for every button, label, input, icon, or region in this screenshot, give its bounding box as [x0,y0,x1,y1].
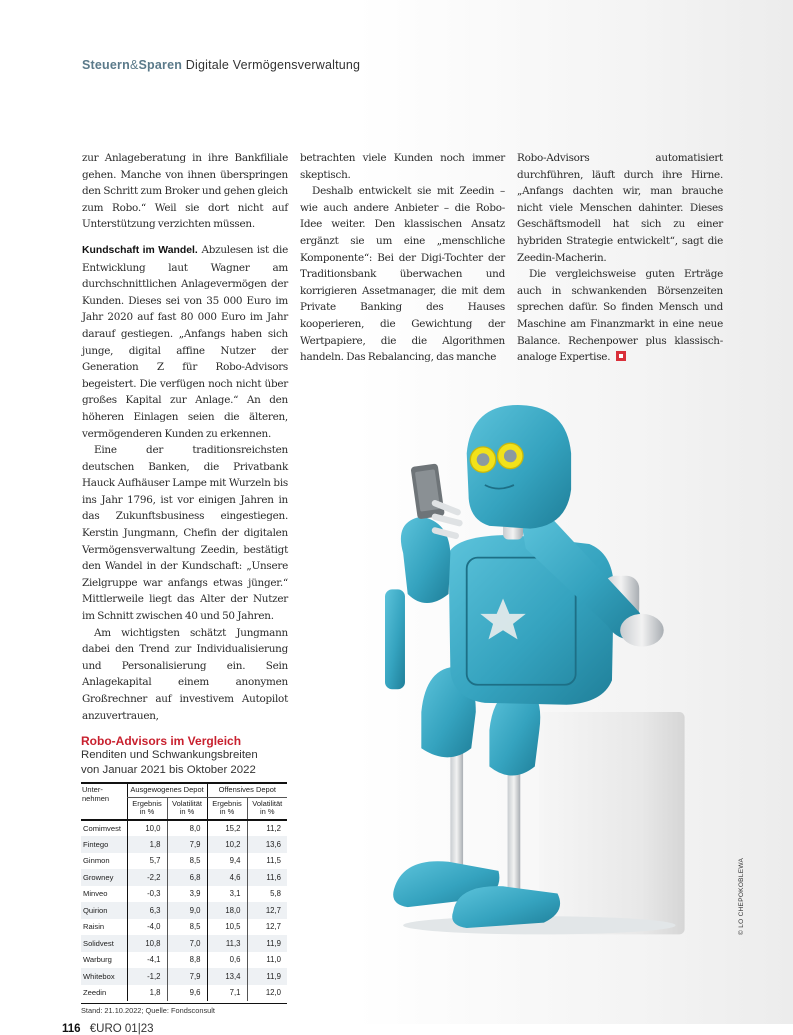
table-subtitle-line2: von Januar 2021 bis Oktober 2022 [81,763,256,776]
table-row [81,952,287,969]
offensive-result: 11,3 [207,935,247,952]
offensive-volatility: 11,0 [247,952,287,969]
running-header [82,58,360,72]
balanced-result: 10,8 [127,935,167,952]
article-end-icon [616,351,626,361]
offensive-volatility: 11,6 [247,869,287,886]
balanced-volatility: 9,0 [167,902,207,919]
offensive-result: 18,0 [207,902,247,919]
section-name-part2: Sparen [138,58,183,72]
paragraph [517,266,723,366]
company-name: Fintego [81,836,127,853]
comparison-table-box [81,734,287,1015]
header-result: Ergebnis in % [127,797,167,820]
header-offensive-depot: Offensives Depot [207,783,287,797]
balanced-result: -0,3 [127,886,167,903]
paragraph-text: Die vergleichsweise guten Erträge auch in schwankenden Börsenzeiten sprechen dafür. So finden Mensch und Maschine am Finanzmarkt in eine neue Balance. Rechenpower plus klassisch-analoge Expertise. [517,268,723,364]
article-column-3 [517,150,723,366]
balanced-result: 10,0 [127,820,167,837]
article-column-1 [82,150,288,724]
header-result: Ergebnis in % [207,797,247,820]
paragraph: Robo-Advisors automatisiert durchführen, läuft durch ihre Hirne. „Anfangs dachten wir, man brauche nicht viele Menschen dahinter. Dieses Geschäftsmodell hat sich zu einer hybriden Strategie entwickelt“, sagt die Zeedin-Macherin. [517,152,723,264]
offensive-result: 9,4 [207,853,247,870]
offensive-volatility: 11,2 [247,820,287,837]
company-name: Solidvest [81,935,127,952]
balanced-volatility: 7,9 [167,836,207,853]
table-row [81,968,287,985]
comparison-table [81,782,287,1001]
article-column-2 [300,150,505,366]
offensive-result: 13,4 [207,968,247,985]
balanced-volatility: 3,9 [167,886,207,903]
offensive-volatility: 11,9 [247,935,287,952]
balanced-result: -2,2 [127,869,167,886]
balanced-result: 1,8 [127,836,167,853]
company-name: Whitebox [81,968,127,985]
table-row [81,985,287,1002]
offensive-result: 10,2 [207,836,247,853]
balanced-volatility: 6,8 [167,869,207,886]
header-company: Unter-nehmen [82,785,110,803]
table-row [81,836,287,853]
page-footer [62,1023,153,1035]
section-ampersand: & [129,58,139,72]
offensive-volatility: 11,9 [247,968,287,985]
company-name: Zeedin [83,988,107,998]
paragraph-text: Abzulesen ist die Entwicklung laut Wagner am durchschnittlichen Anlagevermögen der Kunden. Dieses sei von 35 000 Euro im Jahr 2020 auf fast 80 000 Euro im Jahr darauf gestiegen. „Anfangs haben sich junge, digital affine Nutzer der Generation Z für Robo-Advisors begeistert. Die verfügen noch nicht über großes Kapital zur Anlage.“ An den höheren Einlagen seien die älteren, vermögenderen Kunden zu erkennen. [82,243,288,440]
paragraph: betrachten viele Kunden noch immer skeptisch. [300,152,505,181]
company-name: Comimvest [83,823,121,833]
balanced-volatility: 8,0 [167,820,207,837]
table-row [81,853,287,870]
offensive-volatility: 12,7 [247,902,287,919]
balanced-volatility: 7,9 [167,968,207,985]
photo-credit: © LO CHEPOKOBLEWA [738,857,745,935]
robot-photo [385,345,730,970]
paragraph: zur Anlageberatung in ihre Bankfiliale gehen. Manche von ihnen überspringen den Schritt zum Broker und gehen gleich zum Robo.“ Weil sie dort nicht auf Unterstützung verzichten müssen. [82,152,288,231]
paragraph-with-lead [82,242,288,442]
offensive-result: 15,2 [207,820,247,837]
subheading: Kundschaft im Wandel. [82,244,198,256]
offensive-result: 7,1 [207,985,247,1002]
balanced-volatility: 8,8 [167,952,207,969]
company-name: Quirion [81,902,127,919]
balanced-result: -1,2 [127,968,167,985]
offensive-volatility: 12,7 [247,919,287,936]
header-balanced-depot: Ausgewogenes Depot [127,783,207,797]
table-footnote: Stand: 21.10.2022; Quelle: Fondsconsult [81,1003,287,1015]
table-row [81,919,287,936]
offensive-result: 3,1 [207,886,247,903]
company-name: Warburg [83,955,112,965]
robot-elbow [620,614,664,647]
balanced-volatility: 7,0 [167,935,207,952]
offensive-result: 4,6 [207,869,247,886]
robot-foot-right [452,886,560,928]
balanced-result: -4,0 [127,919,167,936]
balanced-result: 6,3 [127,902,167,919]
section-name-part1: Steuern [82,58,130,72]
company-name: Growney [81,869,127,886]
offensive-volatility: 12,0 [247,985,287,1002]
balanced-result: -4,1 [127,952,167,969]
company-name: Ginmon [83,856,110,866]
paragraph: Deshalb entwickelt sie mit Zeedin – wie auch andere Anbieter – die Robo-Idee weiter. Den klassischen Ansatz ergänzt sie um eine „menschliche Komponente“: Bei der Digi-Tochter der Traditionsbank überwachen und korrigieren Assetmanager, die mit dem Private Banking des Hauses kooperieren, die Gewichtung der Wertpapiere, die die Algorithmen handeln. Das Rebalancing, das manche [300,185,505,364]
offensive-volatility: 13,6 [247,836,287,853]
table-subtitle-line1: Renditen und Schwankungsbreiten [81,749,258,761]
magazine-issue: €URO 01|23 [89,1023,154,1035]
table-row [81,935,287,952]
robot-forearm-left [385,589,405,689]
header-topic: Digitale Vermögensverwaltung [185,58,361,72]
balanced-result: 1,8 [127,985,167,1002]
table-row [81,902,287,919]
table-title: Robo-Advisors im Vergleich [81,734,242,748]
paragraph: Eine der traditionsreichsten deutschen Banken, die Privatbank Hauck Aufhäuser Lampe mit Wurzeln bis ins Jahr 1796, ist vor einigen Jahren in das Zukunftsbusiness eingestiegen. Kerstin Jungmann, Chefin der digitalen Vermögensverwaltung Zeedin, bestätigt den Wandel in der Kundschaft: „Unsere Zielgruppe war anfangs etwas jünger.“ Mittlerweile liegt das Alter der Nutzer im Schnitt zwischen 40 und 50 Jahren. [82,444,288,623]
header-volatility: Volatilität in % [167,797,207,820]
page-number: 116 [62,1023,81,1035]
offensive-result: 10,5 [207,919,247,936]
offensive-volatility: 11,5 [247,853,287,870]
offensive-result: 0,6 [207,952,247,969]
company-name: Minveo [83,889,108,899]
paragraph: Am wichtigsten schätzt Jungmann dabei den Trend zur Individualisierung und Personalisierung ein. Sein Anlagekapital einem anonymen Großrechner auf investivem Autopilot anzuvertrauen, [82,626,288,722]
table-row [81,886,287,903]
balanced-result: 5,7 [127,853,167,870]
company-name: Raisin [83,922,105,932]
table-row [81,820,287,837]
header-volatility: Volatilität in % [247,797,287,820]
balanced-volatility: 8,5 [167,919,207,936]
balanced-volatility: 9,6 [167,985,207,1002]
robot-leg-left [450,748,463,875]
offensive-volatility: 5,8 [247,886,287,903]
balanced-volatility: 8,5 [167,853,207,870]
table-row [81,869,287,886]
white-block [539,712,684,934]
robot-leg-right [508,766,521,902]
